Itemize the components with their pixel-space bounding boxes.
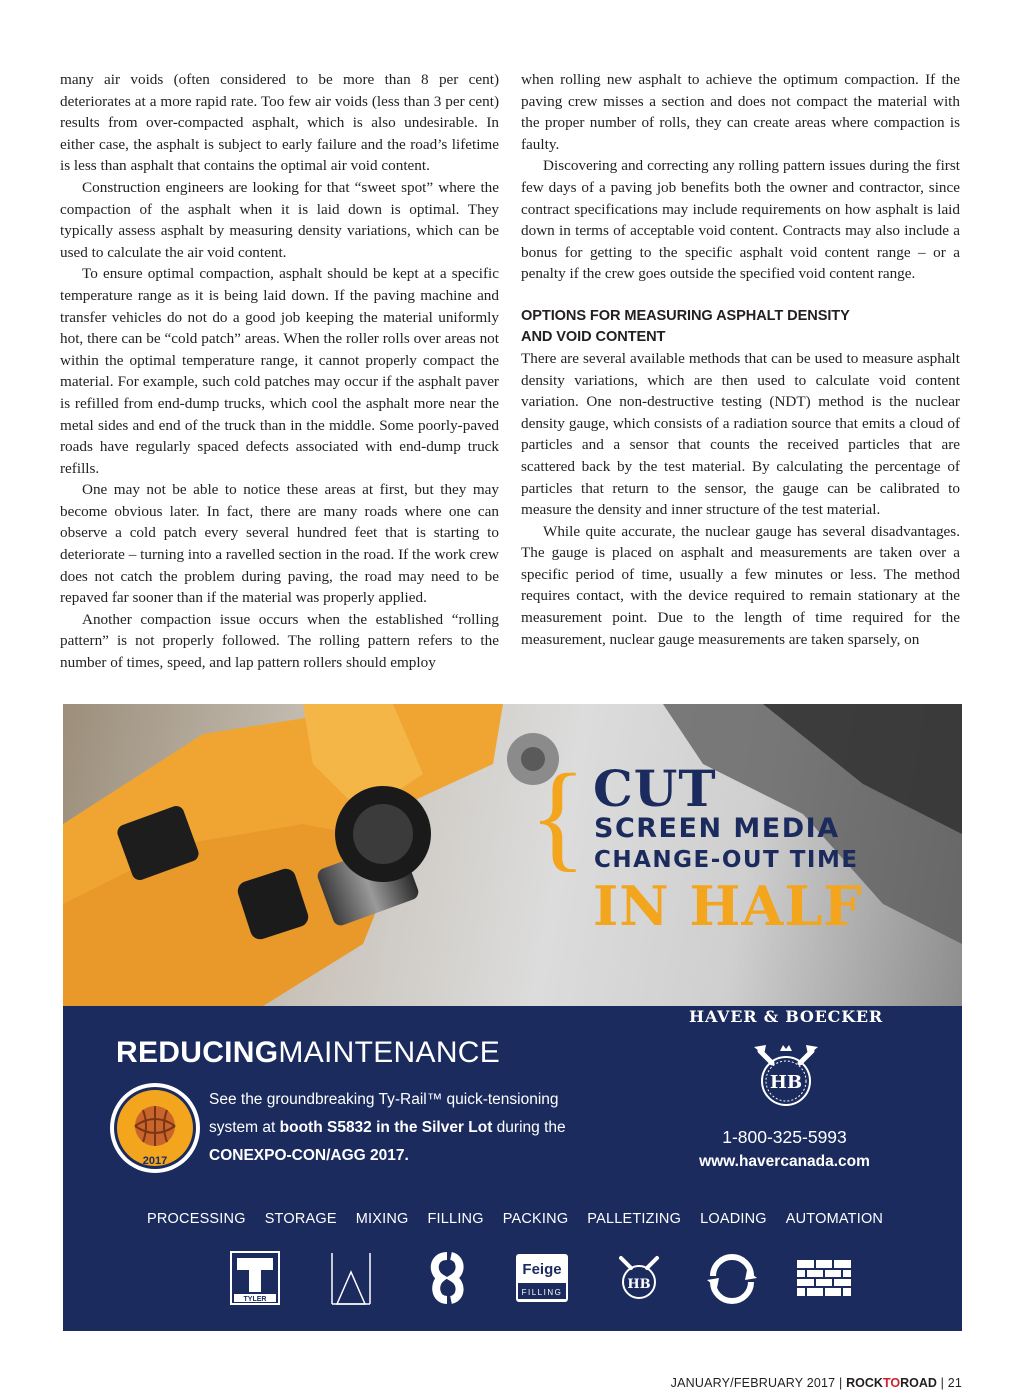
logo-monogram: HB bbox=[769, 1072, 803, 1093]
section-heading-line: AND VOID CONTENT bbox=[521, 328, 666, 345]
body-paragraph: Another compaction issue occurs when the established “rolling pattern” is not properly followed. The rolling pattern refers to the number of times, speed, and lap pattern rollers should employ bbox=[60, 610, 499, 672]
mixing-s-logo bbox=[425, 1250, 469, 1306]
reducing-bold: REDUCING bbox=[116, 1036, 279, 1069]
service-item: LOADING bbox=[700, 1211, 767, 1227]
company-name: HAVER & BOECKER bbox=[689, 1007, 883, 1026]
body-paragraph: To ensure optimal compaction, asphalt should be kept at a specific temperature range as it is being laid down. If the paving machine and transfer vehicles do not do a good job keeping the material uniformly hot, there can be “cold patch” areas. When the roller rolls over areas not within the optimal temperature range, it cannot properly compact the material. For example, such cold patches may occur if the asphalt paver is refilled from end-dump trucks, which cool the asphalt more near the metal sides and end of the truck than in the middle. Some poorly-paved roads have regularly spaced defects associated with end-dump truck refills. bbox=[60, 265, 499, 477]
feige-filling-wordmark: FILLING bbox=[521, 1288, 563, 1297]
brand-logo-row bbox=[229, 1250, 849, 1306]
services-list bbox=[147, 1210, 884, 1228]
body-paragraph: While quite accurate, the nuclear gauge has several disadvantages. The gauge is placed on asphalt and measurements are taken over a specific period of time, usually a few minutes or less. The method requires contact, with the device required to remain stationary at the measurement point. Due to the length of time required for the measurement, nuclear gauge measurements are taken sparsely, on bbox=[521, 522, 960, 648]
haver-boecker-logo bbox=[746, 1041, 826, 1111]
body-paragraph: when rolling new asphalt to achieve the optimum compaction. If the paving crew misses a section and does not compact the material with the proper number of rolls, they can create areas where compaction is faulty. bbox=[521, 71, 960, 153]
body-paragraph: There are several available methods that can be used to measure asphalt density variations, which are then used to calculate void content variation. One non-destructive testing (NDT) method is the nuclear density gauge, which consists of a radiation source that emits a cloud of particles and a sensor that counts the received particles that are scattered back by the test material. By calculating the percentage of particles that return to the sensor, the gauge can be calibrated to measure the density and inner structure of the test material. bbox=[521, 349, 960, 519]
silo-logo bbox=[329, 1250, 373, 1306]
service-item: FILLING bbox=[427, 1211, 484, 1227]
hb-small-logo bbox=[613, 1250, 665, 1306]
body-paragraph: many air voids (often considered to be more than 8 per cent) deteriorates at a more rapid rate. Too few air voids (less than 3 per cent) results from over-compacted asphalt, which is also undesirable. In either case, the asphalt is subject to early failure and the road’s lifetime is less than asphalt that contains the optimal air void content. bbox=[60, 71, 499, 175]
page-footer: JANUARY/FEBRUARY 2017 | ROCKTOROAD | 21 bbox=[670, 1376, 962, 1390]
service-item: PROCESSING bbox=[147, 1211, 246, 1227]
article-column-right bbox=[521, 69, 960, 650]
magazine-name-part: ROCK bbox=[846, 1376, 883, 1390]
expo-text-segment: during the bbox=[492, 1119, 566, 1136]
service-item: STORAGE bbox=[264, 1211, 337, 1227]
reducing-light: MAINTENANCE bbox=[278, 1036, 501, 1069]
magazine-name-part: TO bbox=[882, 1376, 901, 1390]
website-link[interactable]: www.havercanada.com bbox=[699, 1153, 870, 1170]
body-paragraph: Construction engineers are looking for that “sweet spot” where the compaction of the asphalt when it is laid down is optimal. They typically assess asphalt by measuring density variations, which can be used to calculate the air void content. bbox=[60, 178, 499, 261]
magazine-name bbox=[846, 1376, 937, 1390]
conexpo-invitation bbox=[209, 1086, 629, 1170]
feige-filling-logo bbox=[515, 1250, 569, 1306]
tyler-wordmark: TYLER bbox=[243, 1296, 267, 1303]
conexpo-badge-logo bbox=[109, 1082, 201, 1174]
magazine-name-part: ROAD bbox=[900, 1376, 937, 1390]
headline-cut: CUT bbox=[593, 759, 717, 818]
expo-text-segment: system at bbox=[209, 1119, 280, 1136]
body-paragraph: One may not be able to notice these areas at first, but they may become obvious later. In fact, there are many roads where one can observe a cold patch every several hundred feet that is starting to deteriorate – turning into a ravelled section in the road. If the work crew does not catch the problem during paving, the road may need to be repaved far sooner than if the material was properly applied. bbox=[60, 481, 499, 607]
badge-year: 2017 bbox=[142, 1155, 168, 1167]
ad-info-panel bbox=[63, 1006, 962, 1331]
expo-line bbox=[209, 1114, 629, 1142]
article-column-left bbox=[60, 69, 499, 674]
body-paragraph: Discovering and correcting any rolling pattern issues during the first few days of a paving job benefits both the owner and contractor, since contract specifications may include requirements on how asphalt is laid down in terms of acceptable void content. Contracts may also include a bonus for getting to the specific asphalt void content range – or a penalty if the crew goes outside the specified void content range. bbox=[521, 157, 960, 283]
automation-bricks-logo bbox=[795, 1250, 853, 1306]
headline-change-out-time: CHANGE-OUT TIME bbox=[594, 847, 859, 873]
issue-date: JANUARY/FEBRUARY 2017 bbox=[670, 1376, 836, 1390]
phone-number[interactable]: 1-800-325-5993 bbox=[722, 1127, 847, 1147]
tyler-logo bbox=[229, 1250, 281, 1306]
loading-arrows-logo bbox=[705, 1250, 759, 1306]
headline-brace: { bbox=[529, 749, 587, 882]
service-item: PALLETIZING bbox=[587, 1211, 682, 1227]
booth-location: booth S5832 in the Silver Lot bbox=[279, 1119, 493, 1136]
section-heading bbox=[521, 306, 960, 348]
haver-boecker-advertisement bbox=[63, 704, 962, 1331]
service-item: PACKING bbox=[502, 1211, 569, 1227]
expo-line: See the groundbreaking Ty-Rail™ quick-tensioning bbox=[209, 1091, 559, 1108]
section-heading-line: OPTIONS FOR MEASURING ASPHALT DENSITY bbox=[521, 307, 850, 324]
expo-line bbox=[209, 1142, 629, 1170]
ad-photo-screen-tensioners bbox=[63, 704, 962, 1006]
feige-wordmark: Feige bbox=[522, 1261, 562, 1278]
headline-in-half: IN HALF bbox=[593, 874, 863, 938]
hb-small-monogram: HB bbox=[627, 1277, 651, 1292]
expo-event-name: CONEXPO-CON/AGG 2017. bbox=[209, 1147, 409, 1164]
page-number: 21 bbox=[947, 1376, 962, 1390]
service-item: MIXING bbox=[355, 1211, 409, 1227]
service-item: AUTOMATION bbox=[785, 1211, 884, 1227]
reducing-maintenance-title bbox=[116, 1036, 500, 1070]
headline-screen-media: SCREEN MEDIA bbox=[594, 813, 840, 844]
